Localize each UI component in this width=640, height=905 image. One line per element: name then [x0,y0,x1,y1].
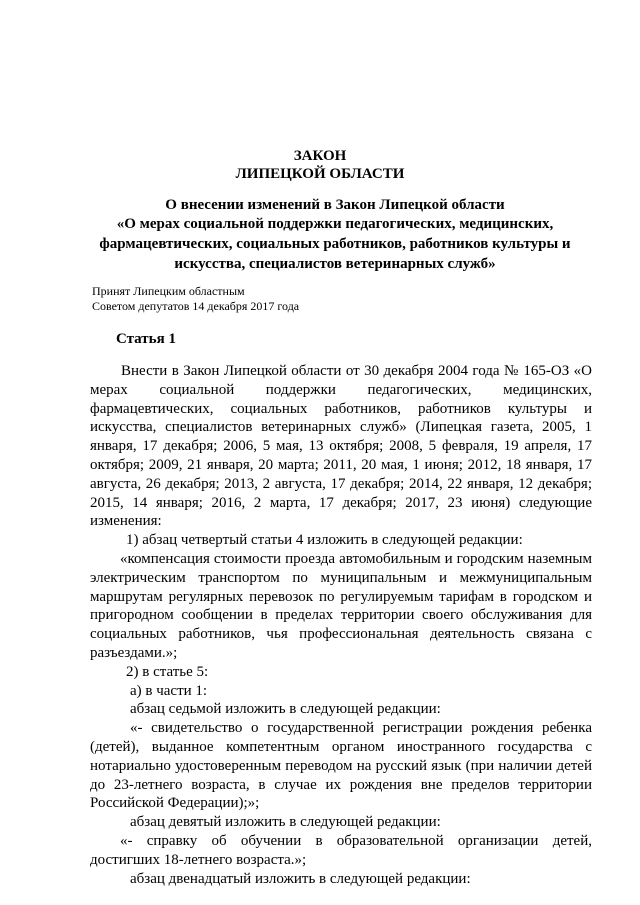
law-name: «О мерах социальной поддержки педагогических, медицинских, фармацевтических, социальных работников, работников культуры и искусства, специалистов ветеринарных служб» [99,216,571,272]
article-paragraph: 2) в статье 5: [126,663,209,680]
article-paragraph: абзац седьмой изложить в следующей редакции: [130,701,441,718]
article-paragraph: 1) абзац четвертый статьи 4 изложить в следующей редакции: [126,532,523,549]
article-paragraph: Внести в Закон Липецкой области от 30 декабря 2004 года № 165-ОЗ «О мерах социальной поддержки педагогических, медицинских, фармацевтических, социальных работников, работников культуры и искусства, специалистов ветеринарных служб» (Липецкая газета, 2005, 1 января, 17 декабря; 2006, 5 мая, 13 октября; 2008, 5 февраля, 19 апреля, 17 октября; 2009, 21 января, 20 марта; 2011, 20 мая, 1 июня; 2012, 18 января, 17 августа, 26 декабря; 2013, 2 августа, 17 декабря; 2014, 22 января, 12 декабря; 2015, 14 января; 2016, 2 марта, 17 декабря; 2017, 23 июня) следующие изменения: [90,363,592,530]
article-paragraph: «- справку об обучении в образовательной организации детей, достигших 18-летнего возраста.»; [90,832,592,868]
amendment-title: О внесении изменений в Закон Липецкой области [165,197,505,213]
law-title: ЗАКОН [293,148,347,164]
region-title: ЛИПЕЦКОЙ ОБЛАСТИ [235,166,405,182]
adopted-line-1: Принят Липецким областным [92,284,245,298]
article-heading: Статья 1 [116,331,176,347]
article-paragraph: а) в части 1: [130,682,208,699]
article-body [90,362,592,888]
article-paragraph: «- свидетельство о государственной регистрации рождения ребенка (детей), выданное компетентным органом иностранного государства с нотариально удостоверенным переводом на русский язык (при наличии детей до 23-летнего возраста, в случае их рождения вне пределов территории Российской Федерации);»; [90,720,592,812]
article-paragraph: абзац двенадцатый изложить в следующей редакции: [130,870,471,887]
article-paragraph: «компенсация стоимости проезда автомобильным и городским наземным электрическим транспортом по муниципальным и межмуниципальным маршрутам регулярных перевозок по регулируемым тарифам в городском и пригородном сообщении в пределах территории своего обслуживания для социальных работников, чья профессиональная деятельность связана с разъездами.»; [90,550,592,661]
article-paragraph: абзац девятый изложить в следующей редакции: [130,814,441,831]
adopted-line-2: Советом депутатов 14 декабря 2017 года [92,299,300,313]
